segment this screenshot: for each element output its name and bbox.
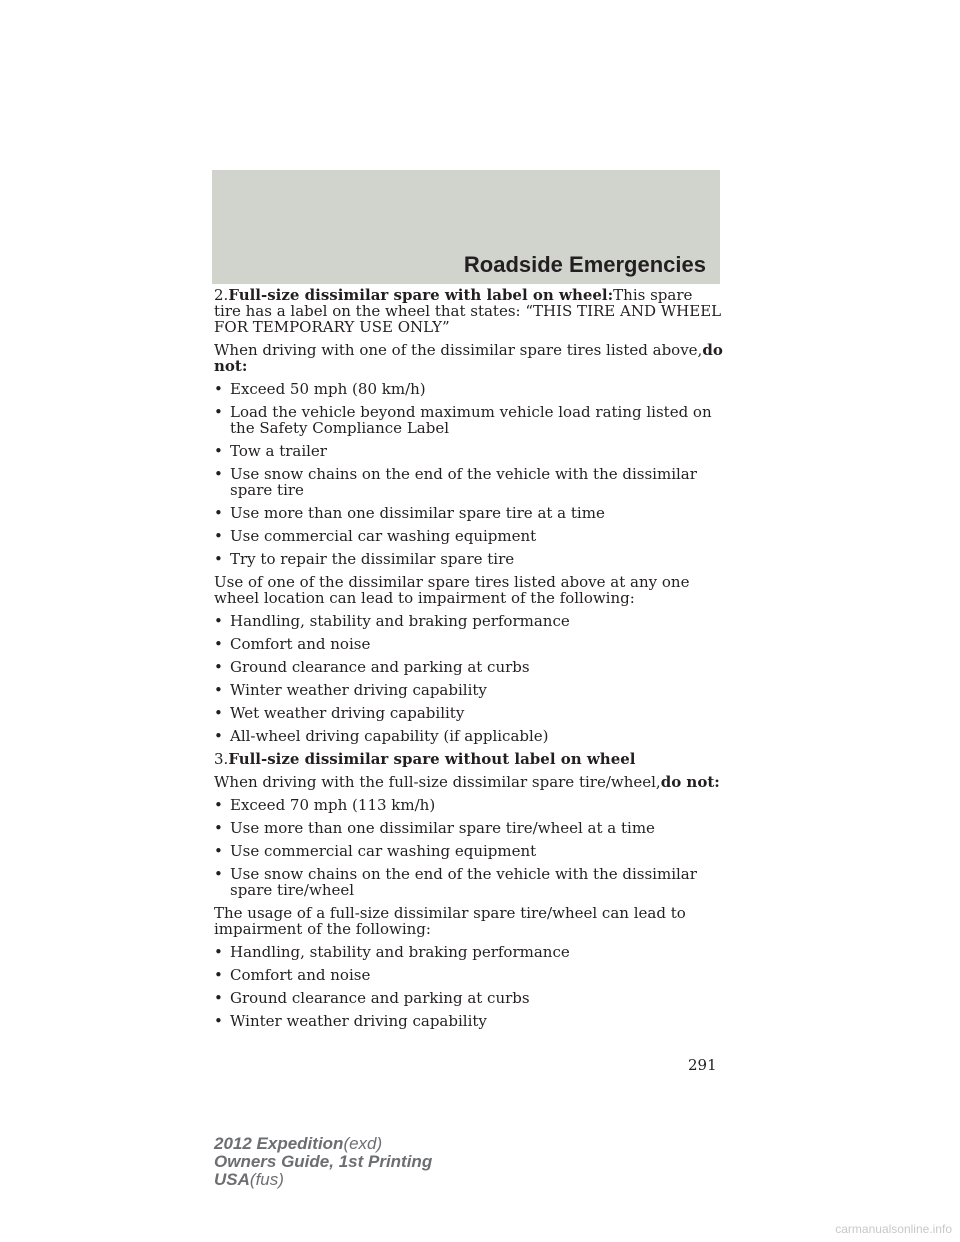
bullet-icon: •	[214, 635, 223, 653]
list-item-text: Ground clearance and parking at curbs	[230, 989, 530, 1007]
list-item-text: Use snow chains on the end of the vehicle with the dissimilar spare tire	[230, 465, 697, 499]
bullet-icon: •	[214, 403, 223, 421]
page-number: 291	[688, 1056, 717, 1074]
list-item-text: Ground clearance and parking at curbs	[230, 658, 530, 676]
intro-2: Use of one of the dissimilar spare tires listed above at any one wheel location can lead to impairment of the following:	[214, 573, 690, 607]
footer-model-code: (exd)	[343, 1134, 383, 1153]
list-item-text: Use more than one dissimilar spare tire/wheel at a time	[230, 819, 655, 837]
list-item	[214, 551, 724, 567]
intro-3	[214, 774, 724, 790]
bullet-icon: •	[214, 796, 223, 814]
list-item-text: All-wheel driving capability (if applicable)	[230, 727, 549, 745]
intro-3-bold: do not:	[660, 773, 720, 791]
list-item-text: Exceed 70 mph (113 km/h)	[230, 796, 436, 814]
list-item	[214, 843, 724, 859]
list-item	[214, 443, 724, 459]
bullet-icon: •	[214, 943, 223, 961]
list-item	[214, 528, 724, 544]
list-item-text: Handling, stability and braking performance	[230, 612, 570, 630]
list-item	[214, 728, 724, 744]
intro-1-text: When driving with one of the dissimilar spare tires listed above,	[214, 341, 703, 359]
bullet-icon: •	[214, 681, 223, 699]
list-item-text: Comfort and noise	[230, 635, 371, 653]
list-item-text: Exceed 50 mph (80 km/h)	[230, 380, 426, 398]
list-item	[214, 381, 724, 397]
bullet-icon: •	[214, 612, 223, 630]
section-2-number: 2.	[214, 286, 229, 304]
footer-model: 2012 Expedition	[214, 1134, 344, 1153]
list-item	[214, 866, 724, 898]
section-3-number: 3.	[214, 750, 229, 768]
list-item-text: Comfort and noise	[230, 966, 371, 984]
bullet-icon: •	[214, 1012, 223, 1030]
list-item	[214, 636, 724, 652]
bullet-icon: •	[214, 442, 223, 460]
section-title: Roadside Emergencies	[463, 252, 706, 277]
list-item	[214, 1013, 724, 1029]
list-item-text: Winter weather driving capability	[230, 681, 487, 699]
list-item-text: Handling, stability and braking performance	[230, 943, 570, 961]
bullet-icon: •	[214, 465, 223, 483]
list-item-text: Use more than one dissimilar spare tire at a time	[230, 504, 605, 522]
list-item-text: Winter weather driving capability	[230, 1012, 487, 1030]
bullet-icon: •	[214, 504, 223, 522]
list-item-text: Use commercial car washing equipment	[230, 842, 537, 860]
bullet-icon: •	[214, 527, 223, 545]
list-item-text: Load the vehicle beyond maximum vehicle load rating listed on the Safety Compliance Label	[230, 403, 712, 437]
watermark: carmanualsonline.info	[835, 1222, 952, 1236]
list-item	[214, 466, 724, 498]
section-3-paragraph	[214, 751, 724, 767]
page-content	[214, 287, 724, 1036]
list-item	[214, 967, 724, 983]
list-item	[214, 505, 724, 521]
bullet-list-4	[214, 944, 724, 1029]
bullet-icon: •	[214, 704, 223, 722]
bullet-list-2	[214, 613, 724, 744]
list-item	[214, 659, 724, 675]
section-2-heading: Full-size dissimilar spare with label on wheel:	[228, 286, 614, 304]
footer-market: USA	[214, 1170, 250, 1189]
intro-1	[214, 342, 724, 374]
bullet-icon: •	[214, 380, 223, 398]
footer-line-2: Owners Guide, 1st Printing	[214, 1152, 433, 1171]
section-3-heading: Full-size dissimilar spare without label on wheel	[228, 750, 636, 768]
section-2-paragraph	[214, 287, 724, 335]
intro-1-bold: do not:	[214, 341, 723, 375]
intro-4: The usage of a full-size dissimilar spare tire/wheel can lead to impairment of the following:	[214, 904, 686, 938]
bullet-icon: •	[214, 658, 223, 676]
list-item-text: Use commercial car washing equipment	[230, 527, 537, 545]
print-footer	[214, 1135, 432, 1189]
list-item-text: Wet weather driving capability	[230, 704, 465, 722]
section-2-text: This spare tire has a label on the wheel that states: “THIS TIRE AND WHEEL FOR TEMPORARY USE ONLY”	[214, 286, 722, 336]
list-item	[214, 944, 724, 960]
list-item	[214, 797, 724, 813]
list-item	[214, 990, 724, 1006]
footer-line-1	[214, 1135, 432, 1153]
list-item	[214, 404, 724, 436]
bullet-icon: •	[214, 550, 223, 568]
intro-3-text: When driving with the full-size dissimilar spare tire/wheel,	[214, 773, 661, 791]
bullet-icon: •	[214, 989, 223, 1007]
bullet-icon: •	[214, 842, 223, 860]
list-item	[214, 682, 724, 698]
bullet-icon: •	[214, 819, 223, 837]
bullet-list-3	[214, 797, 724, 898]
list-item	[214, 613, 724, 629]
section-header-band	[212, 170, 720, 284]
bullet-list-1	[214, 381, 724, 567]
list-item-text: Try to repair the dissimilar spare tire	[230, 550, 515, 568]
footer-line-3	[214, 1171, 432, 1189]
list-item	[214, 820, 724, 836]
bullet-icon: •	[214, 727, 223, 745]
list-item-text: Tow a trailer	[230, 442, 327, 460]
list-item-text: Use snow chains on the end of the vehicle with the dissimilar spare tire/wheel	[230, 865, 697, 899]
bullet-icon: •	[214, 966, 223, 984]
footer-market-code: (fus)	[249, 1170, 284, 1189]
bullet-icon: •	[214, 865, 223, 883]
list-item	[214, 705, 724, 721]
